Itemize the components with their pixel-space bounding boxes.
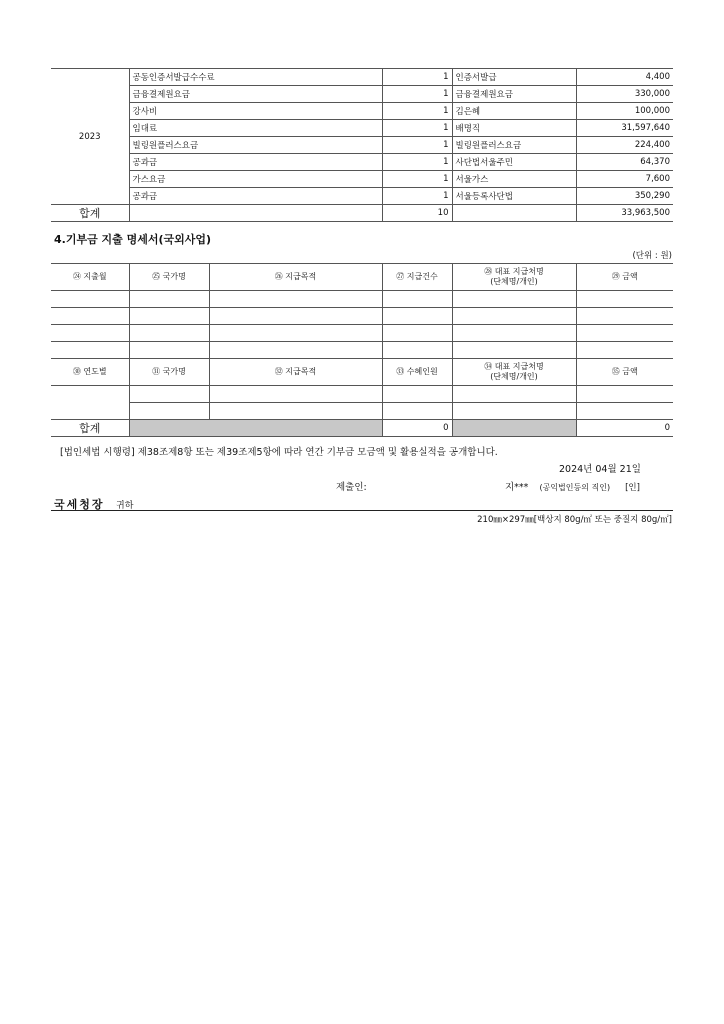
col-beneficiaries: ㉝ 수혜인원 — [382, 359, 452, 386]
count-cell: 1 — [382, 103, 452, 120]
unit-label: (단위 : 원) — [632, 251, 672, 261]
col-amount: ㉟ 금액 — [576, 359, 673, 386]
paper-spec: 210㎜×297㎜[백상지 80g/㎡ 또는 중질지 80g/㎡] — [477, 515, 672, 525]
col-purpose: ㉜ 지급목적 — [209, 359, 382, 386]
count-cell: 1 — [382, 171, 452, 188]
item-cell: 빌링원플러스요금 — [129, 137, 382, 154]
signer-block — [505, 479, 640, 493]
amount-cell: 100,000 — [576, 103, 673, 120]
total-blank — [129, 205, 382, 222]
table-row — [51, 171, 673, 188]
total-amount: 0 — [576, 420, 673, 437]
recipient-cell: 서울가스 — [452, 171, 576, 188]
table-row — [51, 308, 673, 325]
header-row — [51, 359, 673, 386]
item-cell: 공과금 — [129, 154, 382, 171]
col-purpose: ㉖ 지급목적 — [209, 264, 382, 291]
col-year: ㉚ 연도별 — [51, 359, 129, 386]
expenditure-table — [51, 68, 673, 222]
count-cell: 1 — [382, 154, 452, 171]
signer-note: (공익법인등의 직인) — [539, 483, 611, 492]
total-amount: 33,963,500 — [576, 205, 673, 222]
table-row — [51, 154, 673, 171]
col-month: ㉔ 지출월 — [51, 264, 129, 291]
count-cell: 1 — [382, 120, 452, 137]
recipient-cell: 인증서발급 — [452, 69, 576, 86]
col-rep-payee: ㉞ 대표 지급처명 (단체명/개인) — [452, 359, 576, 386]
header-row — [51, 264, 673, 291]
submitter-label: 제출인: — [336, 482, 367, 493]
year-cell: 2023 — [51, 69, 129, 205]
recipient-cell: 김은혜 — [452, 103, 576, 120]
amount-cell: 4,400 — [576, 69, 673, 86]
item-cell: 금융결제원요금 — [129, 86, 382, 103]
total-row — [51, 420, 673, 437]
table-row — [51, 291, 673, 308]
recipient-cell: 서울등록사단법 — [452, 188, 576, 205]
overseas-expenditure-table — [51, 263, 673, 437]
signer-name: 지*** — [505, 482, 529, 493]
table-row — [51, 137, 673, 154]
divider — [51, 510, 673, 511]
total-count: 0 — [382, 420, 452, 437]
amount-cell: 224,400 — [576, 137, 673, 154]
item-cell: 공과금 — [129, 188, 382, 205]
item-cell: 임대료 — [129, 120, 382, 137]
col-country: ㉕ 국가명 — [129, 264, 209, 291]
item-cell: 가스요금 — [129, 171, 382, 188]
recipient-cell: 금융결제원요금 — [452, 86, 576, 103]
item-cell: 강사비 — [129, 103, 382, 120]
table-row — [51, 403, 673, 420]
table-row — [51, 325, 673, 342]
seal-mark: [인] — [625, 483, 640, 493]
col-country: ㉛ 국가명 — [129, 359, 209, 386]
submission-date: 2024년 04월 21일 — [559, 464, 641, 475]
count-cell: 1 — [382, 137, 452, 154]
addressee-name: 국세청장 — [54, 498, 105, 511]
count-cell: 1 — [382, 69, 452, 86]
table-row — [51, 86, 673, 103]
amount-cell: 350,290 — [576, 188, 673, 205]
col-amount: ㉙ 금액 — [576, 264, 673, 291]
count-cell: 1 — [382, 86, 452, 103]
addressee-suffix: 귀하 — [116, 501, 134, 511]
col-count: ㉗ 지급건수 — [382, 264, 452, 291]
amount-cell: 31,597,640 — [576, 120, 673, 137]
recipient-cell: 빌링원플러스요금 — [452, 137, 576, 154]
recipient-cell: 사단법서울주민 — [452, 154, 576, 171]
col-rep-payee: ㉘ 대표 지급처명 (단체명/개인) — [452, 264, 576, 291]
amount-cell: 7,600 — [576, 171, 673, 188]
total-label: 합계 — [51, 420, 129, 437]
table-row — [51, 69, 673, 86]
legal-notice: [법인세법 시행령] 제38조제8항 또는 제39조제5항에 따라 연간 기부금 모금액 및 활용실적을 공개합니다. — [60, 447, 498, 458]
table-row — [51, 103, 673, 120]
total-blank — [452, 205, 576, 222]
item-cell: 공동인증서발급수수료 — [129, 69, 382, 86]
count-cell: 1 — [382, 188, 452, 205]
recipient-cell: 배명직 — [452, 120, 576, 137]
section-title: 4.기부금 지출 명세서(국외사업) — [54, 233, 212, 246]
amount-cell: 330,000 — [576, 86, 673, 103]
total-count: 10 — [382, 205, 452, 222]
table-row — [51, 386, 673, 403]
table-row — [51, 188, 673, 205]
table-row — [51, 342, 673, 359]
table-row — [51, 120, 673, 137]
total-label: 합계 — [51, 205, 129, 222]
total-row — [51, 205, 673, 222]
amount-cell: 64,370 — [576, 154, 673, 171]
